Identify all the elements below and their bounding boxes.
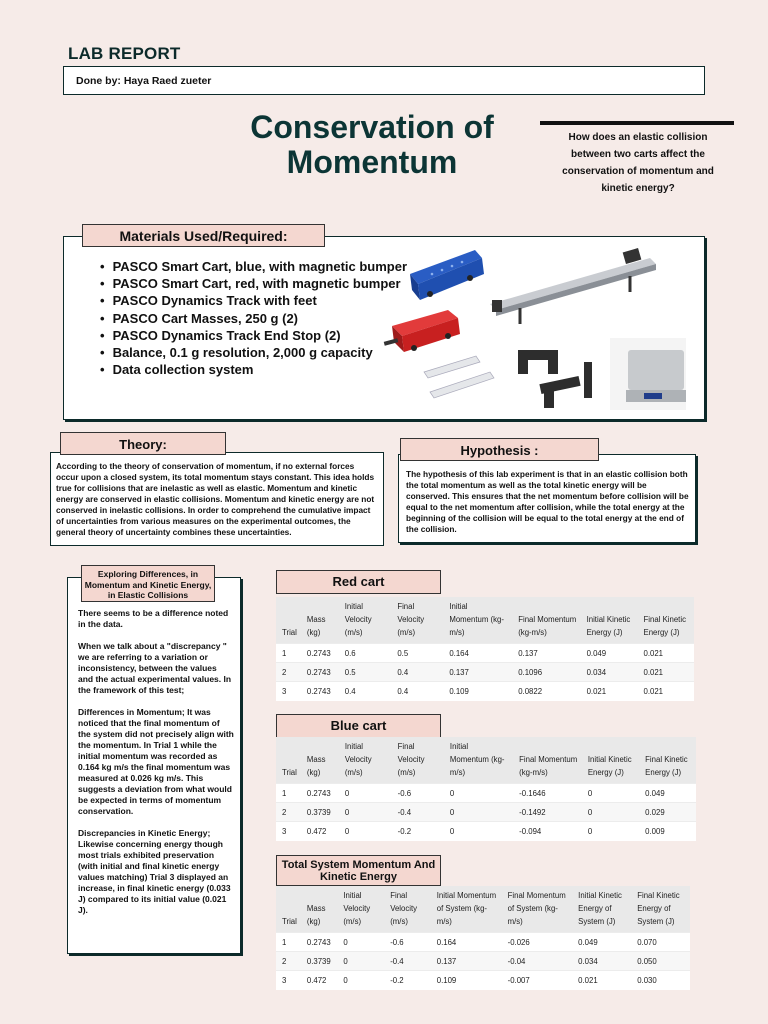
table-cell: -0.007 bbox=[502, 971, 573, 990]
list-item: • PASCO Dynamics Track End Stop (2) bbox=[100, 327, 407, 344]
balance-scale-icon bbox=[610, 338, 686, 410]
table-cell: 0 bbox=[337, 933, 384, 952]
column-header: Final Kinetic Energy (J) bbox=[638, 597, 695, 644]
table-cell: 0.034 bbox=[572, 952, 631, 971]
table-row bbox=[276, 933, 690, 952]
table-cell: 0 bbox=[582, 803, 639, 822]
table-cell: 0.109 bbox=[431, 971, 502, 990]
paragraph: Discrepancies in Kinetic Energy; Likewise concerning energy though most trials exhibited preservation (with initial and final kinetic energy values matching) Trial 3 displayed an increase, in final kinetic energy (0.033 J) compared to its initial value (0.021 J). bbox=[78, 828, 231, 915]
hypothesis-label: Hypothesis : bbox=[400, 438, 599, 461]
column-header: Final Kinetic Energy (J) bbox=[639, 737, 696, 784]
blue-cart-label: Blue cart bbox=[276, 714, 441, 738]
table-cell: 0.021 bbox=[638, 682, 695, 701]
table-cell: 0.029 bbox=[639, 803, 696, 822]
column-header: Final Momentum (kg-m/s) bbox=[512, 597, 580, 644]
table-cell: -0.4 bbox=[392, 803, 444, 822]
list-item: • PASCO Dynamics Track with feet bbox=[100, 292, 407, 309]
table-cell: 0.021 bbox=[638, 663, 695, 682]
table-cell: 0.021 bbox=[581, 682, 638, 701]
table-cell: 1 bbox=[276, 784, 301, 803]
table-cell: 0.034 bbox=[581, 663, 638, 682]
table-cell: 0.5 bbox=[339, 663, 392, 682]
title-divider bbox=[540, 121, 734, 125]
table-cell: 0.2743 bbox=[301, 933, 337, 952]
column-header: Mass (kg) bbox=[301, 597, 339, 644]
table-row bbox=[276, 952, 690, 971]
paragraph: There seems to be a difference noted in the data. bbox=[78, 608, 229, 629]
table-cell: 0 bbox=[339, 784, 392, 803]
dynamics-track-icon bbox=[490, 248, 656, 324]
table-cell: -0.1492 bbox=[513, 803, 582, 822]
table-cell: 0.049 bbox=[581, 644, 638, 663]
table-cell: 0.164 bbox=[431, 933, 502, 952]
end-stop-icon bbox=[518, 350, 592, 408]
column-header: Initial Kinetic Energy (J) bbox=[582, 737, 639, 784]
column-header: Initial Momentum of System (kg-m/s) bbox=[431, 886, 502, 933]
column-header: Mass (kg) bbox=[301, 737, 339, 784]
author-box: Done by: Haya Raed zueter bbox=[63, 66, 705, 95]
column-header: Initial Momentum (kg-m/s) bbox=[443, 597, 512, 644]
hypothesis-panel: The hypothesis of this lab experiment is that in an elastic collision both the total momentum as well as the total kinetic energy will be conserved. This ensures that the net momentum before collision will be equal to the net momentum after collision, while the total energy at the beginning of the collision will be equal to the total energy at the end of the collision. bbox=[398, 454, 696, 543]
table-header-row bbox=[276, 737, 696, 784]
column-header: Initial Momentum (kg-m/s) bbox=[444, 737, 513, 784]
table-cell: 0.137 bbox=[443, 663, 512, 682]
paragraph: Differences in Momentum; It was noticed that the final momentum of the system did not precisely align with the momentum. In Trial 1 while the initial momentum was recorded as 0.164 kg m/s the final momentum was measured at 0.026 kg m/s. This suggests a deviation from what would be expected in terms of momentum conservation. bbox=[78, 707, 234, 816]
table-cell: -0.6 bbox=[384, 933, 431, 952]
table-cell: -0.2 bbox=[392, 822, 444, 841]
red-cart-icon bbox=[384, 310, 460, 352]
table-cell: 2 bbox=[276, 952, 301, 971]
table-cell: 3 bbox=[276, 682, 301, 701]
list-item: • Balance, 0.1 g resolution, 2,000 g capacity bbox=[100, 344, 407, 361]
table-cell: -0.04 bbox=[502, 952, 573, 971]
system-label: Total System Momentum And Kinetic Energy bbox=[276, 855, 441, 886]
table-cell: 0.6 bbox=[339, 644, 392, 663]
table-cell: 0.3739 bbox=[301, 952, 337, 971]
blue-cart-icon bbox=[410, 250, 484, 300]
cart-masses-icon bbox=[424, 356, 494, 398]
table-cell: 0.137 bbox=[431, 952, 502, 971]
discrepancy-label: Exploring Differences, in Momentum and Kinetic Energy, in Elastic Collisions bbox=[81, 565, 215, 602]
table-cell: 0 bbox=[339, 803, 392, 822]
column-header: Trial bbox=[276, 737, 301, 784]
column-header: Mass (kg) bbox=[301, 886, 337, 933]
table-cell: 0.5 bbox=[391, 644, 443, 663]
table-cell: 0 bbox=[444, 822, 513, 841]
table-cell: 0.0822 bbox=[512, 682, 580, 701]
table-cell: -0.1646 bbox=[513, 784, 582, 803]
title-line-2: Momentum bbox=[286, 144, 458, 180]
list-item: • PASCO Smart Cart, red, with magnetic bumper bbox=[100, 275, 407, 292]
column-header: Initial Velocity (m/s) bbox=[337, 886, 384, 933]
title-line-1: Conservation of bbox=[250, 109, 494, 145]
table-row bbox=[276, 682, 694, 701]
table-row bbox=[276, 803, 696, 822]
table-cell: -0.094 bbox=[513, 822, 582, 841]
table-cell: 0.070 bbox=[631, 933, 690, 952]
table-cell: -0.026 bbox=[502, 933, 573, 952]
column-header: Initial Velocity (m/s) bbox=[339, 597, 392, 644]
table-cell: 0 bbox=[444, 784, 513, 803]
blue-cart-table bbox=[276, 737, 696, 841]
table-cell: 0.2743 bbox=[301, 682, 339, 701]
list-item: • PASCO Smart Cart, blue, with magnetic bumper bbox=[100, 258, 407, 275]
table-cell: 0 bbox=[337, 971, 384, 990]
table-cell: 0.472 bbox=[301, 822, 339, 841]
table-cell: 0.049 bbox=[572, 933, 631, 952]
table-header-row bbox=[276, 886, 690, 933]
table-cell: 3 bbox=[276, 971, 301, 990]
table-cell: 0.009 bbox=[639, 822, 696, 841]
table-cell: 0.3739 bbox=[301, 803, 339, 822]
research-question: How does an elastic collision between two carts affect the conservation of momentum and kinetic energy? bbox=[562, 132, 714, 194]
table-cell: 0.021 bbox=[572, 971, 631, 990]
table-cell: 0.2743 bbox=[301, 784, 339, 803]
system-table bbox=[276, 886, 690, 990]
table-cell: 0 bbox=[339, 822, 392, 841]
table-cell: 0.049 bbox=[639, 784, 696, 803]
table-cell: -0.2 bbox=[384, 971, 431, 990]
column-header: Final Kinetic Energy of System (J) bbox=[631, 886, 690, 933]
table-cell: 0.4 bbox=[391, 663, 443, 682]
column-header: Final Velocity (m/s) bbox=[392, 737, 444, 784]
column-header: Initial Kinetic Energy of System (J) bbox=[572, 886, 631, 933]
column-header: Final Momentum of System (kg-m/s) bbox=[502, 886, 573, 933]
table-cell: 0 bbox=[444, 803, 513, 822]
table-cell: 0.4 bbox=[339, 682, 392, 701]
materials-list bbox=[100, 258, 407, 378]
table-cell: 0.2743 bbox=[301, 644, 339, 663]
list-item: • Data collection system bbox=[100, 361, 407, 378]
theory-label: Theory: bbox=[60, 432, 226, 455]
table-cell: 0.472 bbox=[301, 971, 337, 990]
table-cell: -0.6 bbox=[392, 784, 444, 803]
table-row bbox=[276, 822, 696, 841]
table-cell: 0.021 bbox=[638, 644, 695, 663]
table-cell: 0.2743 bbox=[301, 663, 339, 682]
list-item: • PASCO Cart Masses, 250 g (2) bbox=[100, 310, 407, 327]
table-row bbox=[276, 644, 694, 663]
paragraph: When we talk about a "discrepancy " we are referring to a variation or inconsistency, between the values and the actual experimental values. In the framework of this test; bbox=[78, 641, 232, 695]
table-row bbox=[276, 784, 696, 803]
table-cell: 0.1096 bbox=[512, 663, 580, 682]
materials-label: Materials Used/Required: bbox=[82, 224, 325, 247]
table-cell: 0.4 bbox=[391, 682, 443, 701]
column-header: Final Velocity (m/s) bbox=[384, 886, 431, 933]
theory-panel: According to the theory of conservation of momentum, if no external forces occur upon a closed system, its total momentum stays constant. This idea holds true for collisions that are inelastic as well as elastic. Momentum and kinetic energy are conserved in elastic collisions. Momentum and kinetic energy are not conserved in inelastic collisions. In order to comprehend the cumulative impact of uncertainties from various measures on the experimental outcomes, the general theory of uncertainty combines these uncertainties. bbox=[50, 452, 384, 546]
discrepancy-panel bbox=[67, 577, 241, 954]
table-row bbox=[276, 663, 694, 682]
table-cell: 0.109 bbox=[443, 682, 512, 701]
table-cell: 1 bbox=[276, 933, 301, 952]
column-header: Trial bbox=[276, 886, 301, 933]
table-row bbox=[276, 971, 690, 990]
table-cell: 2 bbox=[276, 803, 301, 822]
report-label: LAB REPORT bbox=[68, 44, 181, 63]
table-cell: 3 bbox=[276, 822, 301, 841]
table-cell: 0.137 bbox=[512, 644, 580, 663]
table-cell: -0.4 bbox=[384, 952, 431, 971]
red-cart-table bbox=[276, 597, 694, 701]
column-header: Final Velocity (m/s) bbox=[391, 597, 443, 644]
table-cell: 0.030 bbox=[631, 971, 690, 990]
column-header: Trial bbox=[276, 597, 301, 644]
page-title bbox=[212, 110, 532, 180]
table-cell: 1 bbox=[276, 644, 301, 663]
table-cell: 0 bbox=[337, 952, 384, 971]
table-cell: 2 bbox=[276, 663, 301, 682]
equipment-illustration bbox=[380, 244, 700, 416]
column-header: Final Momentum (kg-m/s) bbox=[513, 737, 582, 784]
table-header-row bbox=[276, 597, 694, 644]
table-cell: 0.164 bbox=[443, 644, 512, 663]
column-header: Initial Kinetic Energy (J) bbox=[581, 597, 638, 644]
table-cell: 0 bbox=[582, 784, 639, 803]
column-header: Initial Velocity (m/s) bbox=[339, 737, 392, 784]
table-cell: 0.050 bbox=[631, 952, 690, 971]
table-cell: 0 bbox=[582, 822, 639, 841]
red-cart-label: Red cart bbox=[276, 570, 441, 594]
